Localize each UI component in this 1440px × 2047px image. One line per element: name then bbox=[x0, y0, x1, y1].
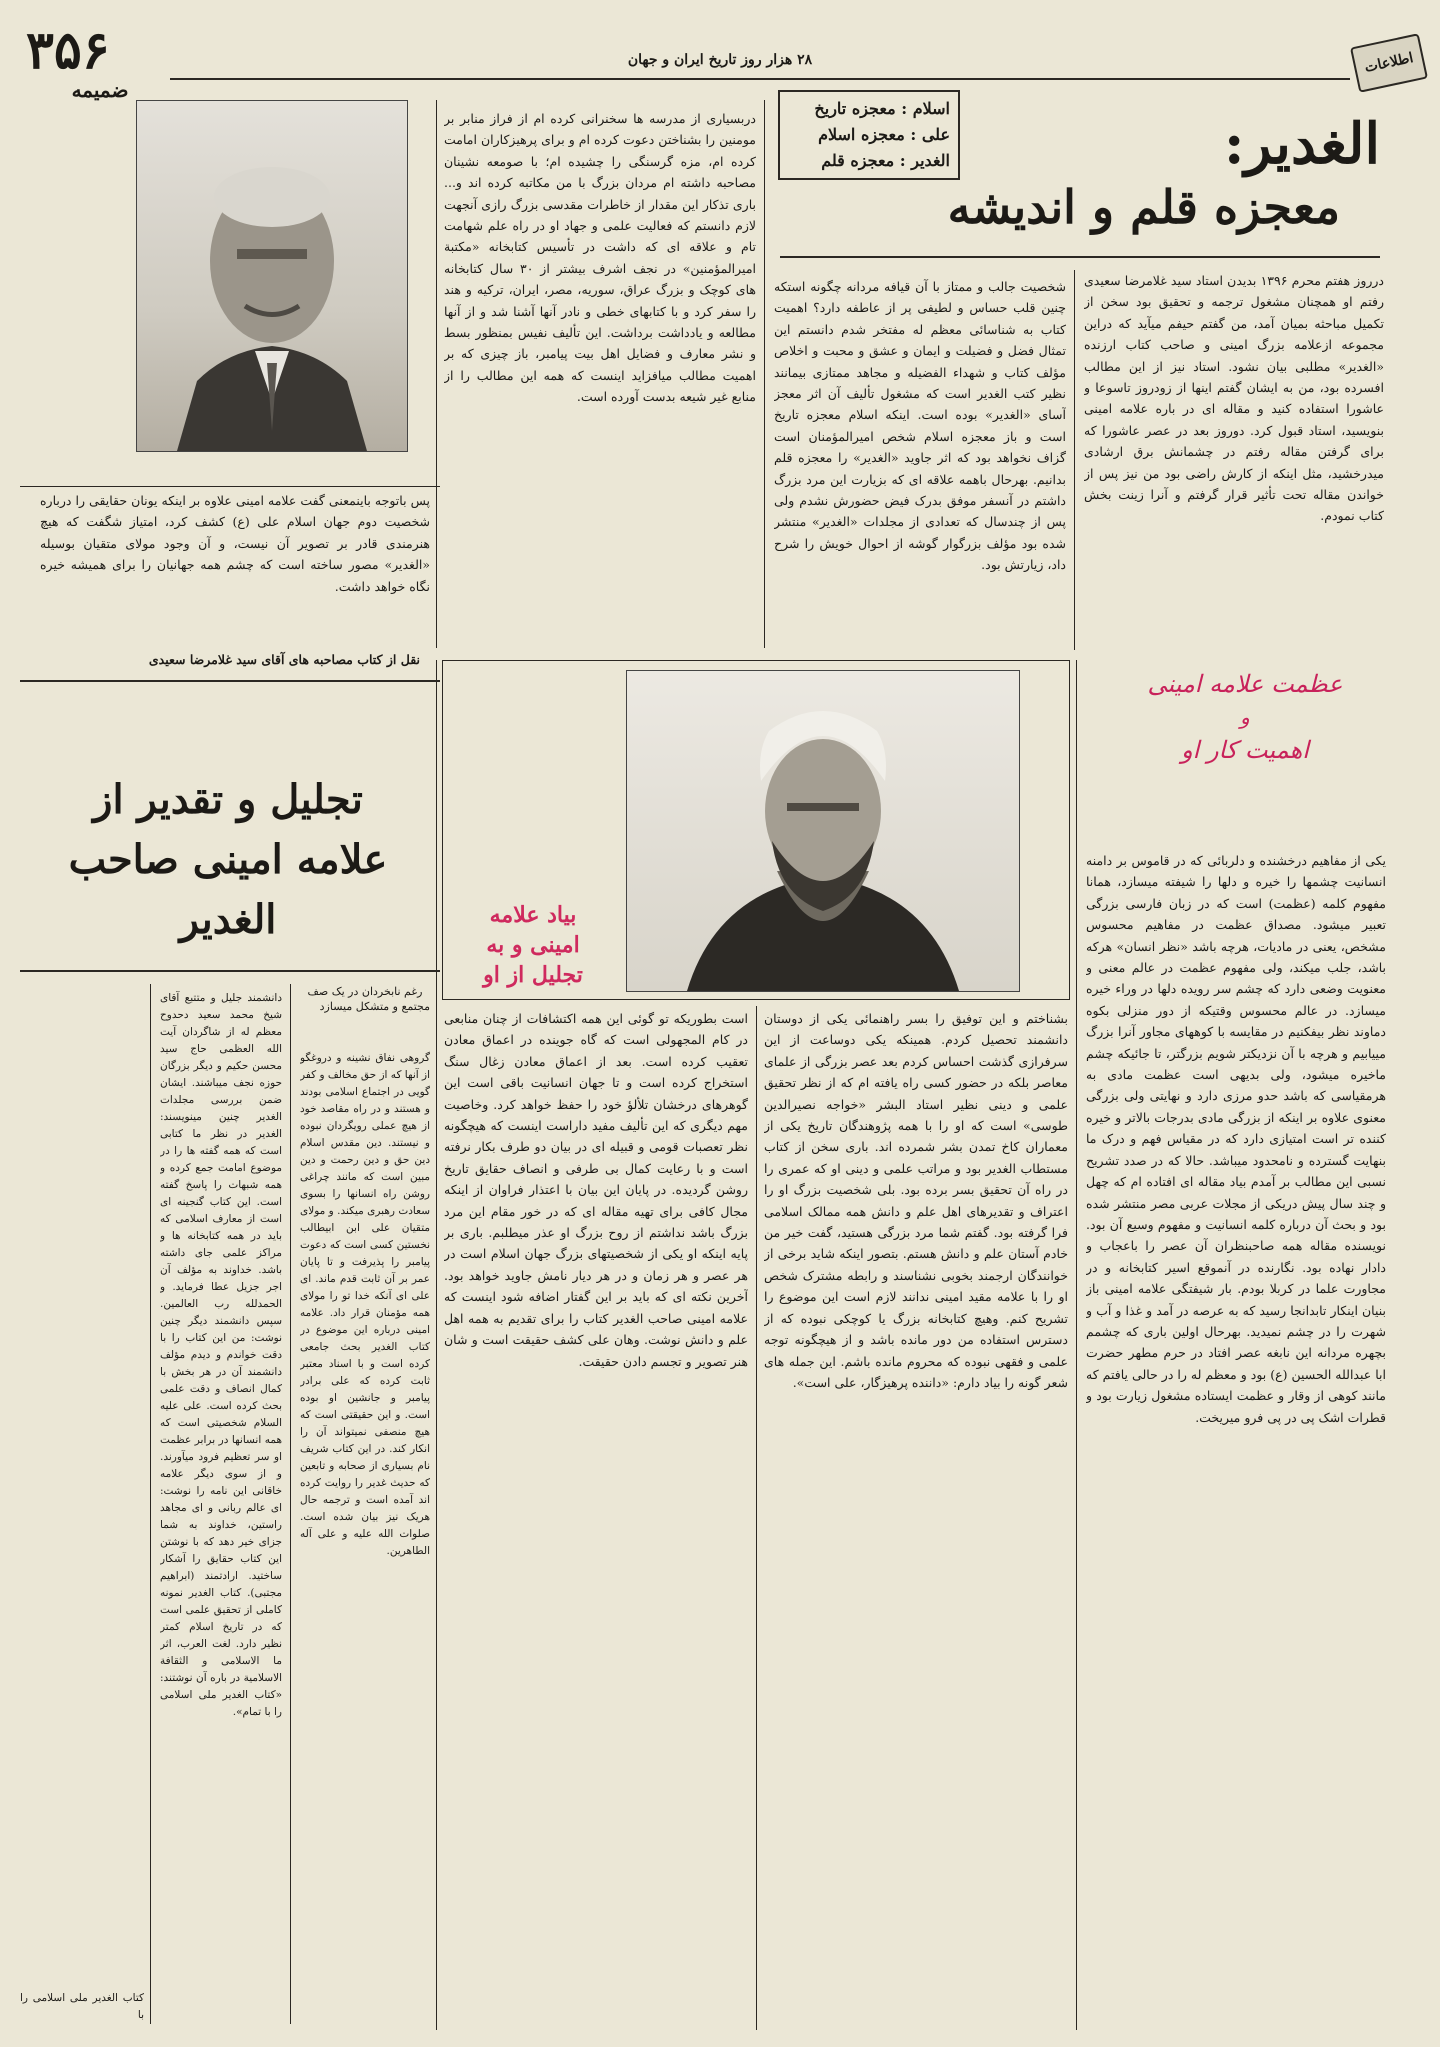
headline-underline bbox=[780, 256, 1380, 258]
caption-line1: بیاد علامه bbox=[489, 902, 577, 928]
side-headline-line2: علامه امینی صاحب bbox=[68, 836, 388, 883]
page-header bbox=[0, 0, 1440, 100]
column-rule bbox=[764, 100, 765, 648]
page-number: ۳۵۶ bbox=[26, 20, 110, 81]
side-col1-heading: رغم نابخردان در یک صف مجتمع و متشکل میسازد bbox=[307, 985, 430, 1013]
article-top-middle: شخصیت جالب و ممتاز با آن قیافه مردانه چگونه استکه چنین قلب حساس و لطیفی پر از عاطفه دارد؟ اهمیت کتاب به شناسائی معظم له مفتخر شدم دانستم این تمثال فضل و فضیلت و ایمان و عشق و محبت و اخلاص مؤلف کتاب و شهداء الفضیله و مجاهد ممتازی بیمانند نظیر کتب الغدیر است که مشغول تألیف آن اثر معجز آسای «الغدیر» بوده است. اینکه اسلام معجزه تاریخ است و باز معجزه اسلام شخص امیرالمؤمنان است گزاف نخواهد بود که اثر جاوید «الغدیر» را معجزه قلم بدانیم. بهرحال باهمه علاقه ای که بزیارت این مرد بزرگ داشتم در آنسفر موفق بدرک فیض حضورش نشدم ولی پس از چندسال که تعدادی از مجلدات «الغدیر» منتشر شده بود مؤلف بزرگوار گوشه از احوال خویش را شرح داد، زیارتش بود. bbox=[774, 279, 1066, 573]
caption-line3: تجلیل از او bbox=[483, 962, 583, 988]
column-rule bbox=[150, 984, 151, 2024]
column-rule bbox=[290, 984, 291, 2024]
side-col2-text: دانشمند جلیل و متتبع آقای شیخ محمد سعید دحدوح معظم له از شاگردان آیت الله العظمی حاج سید محسن حکیم و دیگر بزرگان حوزه نجف میباشند. ایشان ضمن بررسی مجلدات الغدیر چنین مینویسند: الغدیر در نظر ما کتابی است که همه گفته ها را در موضوع امامت جمع کرده و همه شبهات را پاسخ گفته است. این کتاب گنجینه ای است از معارف اسلامی که باید در همه کتابخانه ها و مراکز علمی جای داشته باشد. خداوند به مؤلف آن اجر جزیل عطا فرماید. و الحمدلله رب العالمین. سپس دانشمند دیگر چنین نوشت: من این کتاب را با دقت خواندم و دیدم مؤلف دانشمند آن در هر بخش با کمال انصاف و دقت علمی بحث کرده است. علی علیه السلام شخصیتی است که همه انسانها در برابر عظمت او سر تعظیم فرود میآورند. و از سوی دیگر علامه خاقانی این نامه را نوشت: ای عالم ربانی و ای مجاهد راستین، خداوند به شما جزای خیر دهد که با نوشتن این کتاب حقایق را آشکار ساختید. ارادتمند (ابراهیم مجتبی). کتاب الغدیر نمونه کاملی از تحقیق علمی است که در تاریخ اسلام کمتر نظیر دارد. لغت العرب، اثر ما الاسلامی و الثقافة الاسلامیة در باره آن نوشتند: «کتاب الغدیر ملی اسلامی را با تمام». bbox=[160, 992, 282, 1718]
side-headline-line3: الغدیر bbox=[179, 896, 277, 943]
boxed-heading bbox=[778, 90, 960, 180]
headline-line1: الغدیر: bbox=[1223, 111, 1380, 177]
handwritten-heading bbox=[1100, 664, 1390, 784]
article-middle-bottom: بشناختم و این توفیق را بسر راهنمائی یکی از دوستان دانشمند تحصیل کردم. همینکه یکی دوساعت از این سرفرازی گذشت احساس کردم بعد عصر بزرگی از علمای معاصر بلکه در حضور کسی راه یافته ام که از نظر تحقیق علمی و دینی نظیر استاد البشر «خواجه نصیرالدین طوسی» است که او را با همه پژوهندگان تاریخ یکی از معماران کاخ تمدن بشر شمرده اند. باری سخن از کتاب مستطاب الغدیر بود و مراتب علمی و دینی او که عمری را در راه آن تحقیق بسر برده بود. بلی شخصیت بزرگ او را اعتراف و تقدیرهای اهل علم و دانش همه ممالک اسلامی فرا گرفته بود. گفتم شما مرد بزرگی هستید، گفت خیر من خادم آستان علم و دانش هستم. بتصور اینکه شاید برخی از خوانندگان ارجمند بخوبی نشناسند و رابطه مشترک شخص او را با علامه مقید امینی ندانند لازم است این موضوع را تشریح کنم. وهیچ کتابخانه بزرگ یا کوچکی نبوده که از دسترس استفاده من دور مانده باشد و از هیچگونه توجه علمی و فقهی نبوده که محروم مانده باشم. این جمله های شعر گونه را بیاد دارم: «داننده پرهیزگار، علی است». bbox=[764, 1011, 1068, 1390]
portrait-attribution: نقل از کتاب مصاحبه های آقای سید غلامرضا سعیدی bbox=[148, 652, 420, 667]
headline-line2: معجزه قلم و اندیشه bbox=[947, 180, 1340, 234]
cleric-figure bbox=[627, 671, 1019, 991]
column-rule bbox=[1076, 660, 1077, 2030]
cleric-photo bbox=[626, 670, 1020, 992]
column-rule bbox=[436, 660, 437, 2030]
logo-text: اطلاعات bbox=[1363, 50, 1415, 76]
article-top-right: درروز هفتم محرم ۱۳۹۶ بدیدن استاد سید غلامرضا سعیدی رفتم او همچنان مشغول ترجمه و تحقیق بود سخن از تکمیل مباحثه بمیان آمد، من گفتم حیفم میآید که دراین مجموعه ازعلامه بزرگ امینی و صاحب کتاب ارزنده «الغدیر» مطلبی بیان نشود. استاد نیز از این مطالب افسرده بود، من به ایشان گفتم اینها از زودروز تاسوعا و عاشورا استفاده کنید و مقاله ای در باره علامه امینی بنویسید، استاد قبول کرد. دوروز بعد در عصر عاشورا که برای گرفتن مقاله رفتم در چشمانش برق ارشادی میدرخشید، مثل اینکه از کارش راضی بود من نیز پس از خواندن مقاله تحت تأثیر قرار گرفتم و آنرا زینت بخش کتاب نمودم. bbox=[1084, 273, 1384, 524]
series-title: ۲۸ هزار روز تاریخ ایران و جهان bbox=[627, 52, 813, 68]
hand-line2: و bbox=[1240, 705, 1250, 729]
article-middle-bottom-left: است بطوریکه تو گوئی این همه اکتشافات از چنان منابعی در کام المجهولی است که گاه جوینده در اعماق معادن تعقیب کرده است. بعد از اعماق معادن زغال سنگ استخراج کرده است و تا جهان انسانیت باقی است این گوهرهای درخشان تلألؤ خود را حفظ خواهد کرد. وخاصیت مهم دیگری که این تألیف مفید داراست اینست که هیچگونه نظر تعصبات قومی و قبیله ای در بیان دو طرف بکار نرفته است و با رعایت کمال بی طرفی و انصاف حقایق تاریخ روشن گردیده. در پایان این بیان با اعتذار فراوان از اینکه مجال کافی برای تهیه مقاله ای که در خور مقام این مرد بزرگ باشد نداشتم از روح بزرگ او عذر میطلبم. باری بر پایه اینکه او یکی از شخصیتهای بزرگ جهان اسلام است در هر عصر و هر زمان و در هر دیار نامش جاوید خواهد بود. آخرین نکته ای که باید بر این گفتار اضافه شود اینست که علامه امینی صاحب الغدیر کتاب را برای تقدیم به همه اهل علم و دانش نوشت. وهان علی کشف حقیقت است و شان هنر تصویر و تجسم دادن حقیقت. bbox=[444, 1011, 748, 1369]
caption-line2: امینی و به bbox=[486, 932, 580, 958]
portrait-figure bbox=[137, 101, 407, 451]
center-photo-caption bbox=[448, 900, 618, 996]
article-right-bottom: یکی از مفاهیم درخشنده و دلربائی که در قاموس بر دامنه انسانیت چشمها را خیره و دلها را شیفته میسازد، همانا مفهوم کلمه (عظمت) است که در زبان فارسی بزرگی تعبیر میشود. مصداق عظمت در مفاهیم محسوس مشخص، یعنی در مادیات، هرچه باشد «نظر انسان» هرکه باشد، جلب میکند، ولی مفهوم عظمت در عالم معنی و معنویت وضعی دارد که چشم سر رویده دلها در وراء خیره میسازد. در عالم محسوس وقتیکه از دور منزلی بکوه دماوند نظر بیفکنیم در مقایسه با کوههای مجاور آنرا بزرگ مییابیم و هرچه با آن نزدیکتر شویم بزرگتر، تا جائیکه چشم ماخیره میشود، ولی بدیهی است عظمت مادی به هرمقیاسی که باشد حدو مرزی دارد و نهایتی ولی بزرگی معنوی علاوه بر اینکه از بزرگی مادی بدرجات بالاتر و خیره کننده تر است امتیازی دارد که در مقیاس فهم و درک ما بنهایت گسترده و نامحدود میباشد. حالا که در صدد تشریح نسبی این مطالب بر آمدم بیاد مقاله ای افتاده ام که چهل و چند سال پیش دریکی از مجلات عربی مصر منتشر شده بود و بحث آن درباره کلمه انسانیت و مفهوم وسیع آن بود. نویسنده مقاله همه صاحبنظران آن عصر را باعجاب و دادار نهاده بود. نگارنده در آنموقع اسیر کتابخانه و در مجاورت علما در کربلا بودم. بار شیفتگی علامه امینی باز بنیان اینکار تابدانجا رسید که به عرصه در آمد و غذا و آب و شهرت را در چشم نمیدید. بهرحال اولین باری که چشمم بچهره مردانه این نابغه عصر افتاد در حرم مطهر حضرت ابا عبدالله الحسین (ع) بود و معظم له را در حالی یافتم که مانند کوهی از وقار و عظمت ایستاده مشغول زیارت بود و قطرات اشک پی در پی فرو میریخت. bbox=[1086, 853, 1386, 1425]
supplement-label: ضمیمه bbox=[71, 78, 129, 102]
section-rule bbox=[20, 970, 440, 972]
boxed-line-2: علی : معجزه اسلام bbox=[818, 125, 950, 144]
article-top-left: دربسیاری از مدرسه ها سخنرانی کرده ام از فراز منابر بر مومنین را بشناختن دعوت کرده ام و برای پرهیزکاران امامت کرده ام، مزه گرسنگی را چشیده ام؛ با صومعه نشینان مصاحبه داشته ام مردان بزرگ با من مکاتبه کرده اند و... باری تذکار این مقدار از خاطرات مقدسی بزرگ رازی آنجهت لازم دانستم که فعالیت علمی و جهاد او در راه علم شهامت تام و علاقه ای که داشت در تأسیس کتابخانه «مکتبة امیرالمؤمنین» در نجف اشرف بیشتر از ۳۰ سال کتابخانه های کوچک و بزرگ عراق، سوریه، مصر، ایران، ترکیه و هند را سفر کرد و با کتابهای خطی و نادر آنها آشنا شد و از آنها مطالعه و یادداشت برداشت. این تألیف نفیس بمنظور بسط و نشر معارف و فضایل اهل بیت پیامبر، باز چیزی که بر اهمیت مطالب میافزاید اینست که همه این مطالب را از منابع غیر شیعه بدست آورده است. bbox=[444, 111, 756, 405]
side-col1-text: گروهی نفاق نشینه و دروغگو از آنها که از حق مخالف و کفر گویی در اجتماع اسلامی بودند و هستند و در راه مقاصد خود از هیچ عملی رویگردان نبوده و نیستند. دین مقدس اسلام دین حق و دین رحمت و دین مبین است که مانند چراغی روشن راه انسانها را بسوی سعادت رهبری میکند. و مولای متقیان علی ابن ابیطالب نخستین کسی است که دعوت پیامبر را پذیرفت و تا پایان عمر بر آن ثابت قدم ماند. ای علی ای آنکه خدا تو را مولای همه مؤمنان قرار داد. علامه امینی درباره این موضوع در کتاب الغدیر بحث جامعی کرده است و با اسناد معتبر ثابت کرده که علی برادر پیامبر و جانشین او بوده است. و این حقیقتی است که هیچ منصفی نمیتواند آن را انکار کند. در این کتاب شریف نام بسیاری از صحابه و تابعین که حدیث غدیر را روایت کرده اند آمده است و ترجمه حال هریک نیز بیان شده است. صلوات الله علیه و علی آله الطاهرین. bbox=[300, 1052, 430, 1557]
portrait-photo-top bbox=[136, 100, 408, 452]
section-rule bbox=[20, 486, 440, 487]
side-headline-line1: تجلیل و تقدیر از bbox=[93, 776, 363, 823]
section-rule bbox=[20, 680, 440, 682]
boxed-line-1: اسلام : معجزه تاریخ bbox=[814, 99, 950, 118]
side-headline bbox=[32, 770, 424, 950]
portrait-caption-text: پس باتوجه باینمعنی گفت علامه امینی علاوه بر اینکه یونان حقایقی را درباره شخصیت دوم جهان اسلام علی (ع) کشف کرد، امتیاز شگفت که هیچ هنرمندی قادر بر تصویر آن نیست، و آن وجود مولای متقیان بوسیله «الغدیر» مصور ساخته است که چشم همه جهانیان را برای همیشه خیره نگاه خواهد داشت. bbox=[40, 493, 430, 594]
header-rule bbox=[170, 78, 1350, 80]
hand-line1: عظمت علامه امینی bbox=[1147, 670, 1343, 698]
column-rule bbox=[1074, 270, 1075, 650]
newspaper-logo bbox=[1350, 33, 1428, 93]
column-rule bbox=[436, 100, 437, 648]
hand-line3: اهمیت کار او bbox=[1181, 736, 1309, 764]
side-col3-text: کتاب الغدیر ملی اسلامی را با bbox=[20, 1992, 144, 2020]
boxed-line-3: الغدیر : معجزه قلم bbox=[821, 151, 950, 170]
column-rule bbox=[756, 1006, 757, 2030]
